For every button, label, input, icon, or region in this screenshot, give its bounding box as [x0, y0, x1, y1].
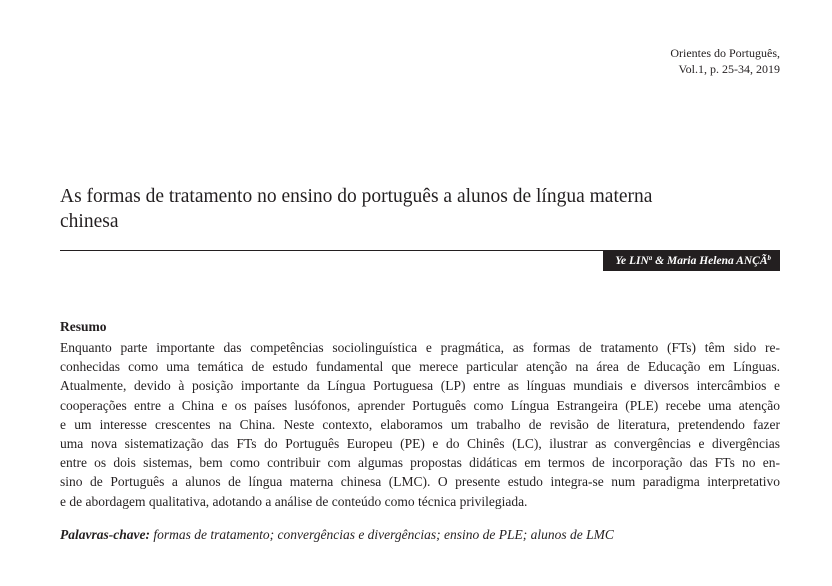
abstract-line: e de abordagem qualitativa, adotando a análise de conteúdo como técnica privilegiada. — [60, 493, 528, 509]
abstract-line: Atualmente, devido à posição importante da Língua Portuguesa (LP) entre as línguas mundiais e diversos intercâmbios e — [60, 378, 780, 394]
abstract-line: conhecidas como uma temática de estudo fundamental que merece particular atenção na área de Educação em Línguas. — [60, 359, 780, 375]
journal-citation — [670, 45, 780, 77]
abstract-body — [60, 338, 780, 511]
author-1-affiliation: a — [648, 254, 653, 262]
keywords — [60, 526, 780, 544]
article-title-line-2: chinesa — [60, 211, 119, 232]
abstract-line: e um interesse crescentes na China. Neste contexto, elaboramos um trabalho de revisão de literatura, pretendendo fazer — [60, 416, 780, 432]
author-2-affiliation: b — [767, 254, 771, 262]
author-separator: & — [652, 255, 667, 267]
article-title — [60, 184, 760, 234]
keywords-text: formas de tratamento; convergências e divergências; ensino de PLE; alunos de LMC — [149, 527, 614, 542]
abstract-line: cooperações entre a China e os países lusófonos, aprender Português como Língua Estrangeira (PLE) recebe uma atenção — [60, 397, 780, 413]
author-1: Ye LIN — [615, 255, 649, 267]
keywords-label: Palavras-chave: — [60, 527, 150, 542]
abstract-heading: Resumo — [60, 319, 107, 334]
authors-banner — [603, 251, 780, 271]
abstract-line: sino de Português a alunos de língua materna chinesa (LMC). O presente estudo integra-se num paradigma interpretativo — [60, 474, 780, 490]
article-title-line-1: As formas de tratamento no ensino do português a alunos de língua materna — [60, 186, 653, 207]
author-2: Maria Helena ANÇÃ — [666, 255, 768, 267]
journal-name: Orientes do Português, — [670, 46, 780, 60]
abstract-line: uma nova sistematização das FTs do Português Europeu (PE) e do Chinês (LC), ilustrar as convergências e divergências — [60, 436, 780, 452]
journal-volume: Vol.1, p. 25-34, 2019 — [678, 62, 780, 76]
abstract-line: entre os dois sistemas, bem como contribuir com algumas propostas didáticas em termos de incorporação das FTs no en- — [60, 455, 780, 471]
abstract-line: Enquanto parte importante das competências sociolinguística e pragmática, as formas de tratamento (FTs) têm sido re- — [60, 340, 780, 355]
